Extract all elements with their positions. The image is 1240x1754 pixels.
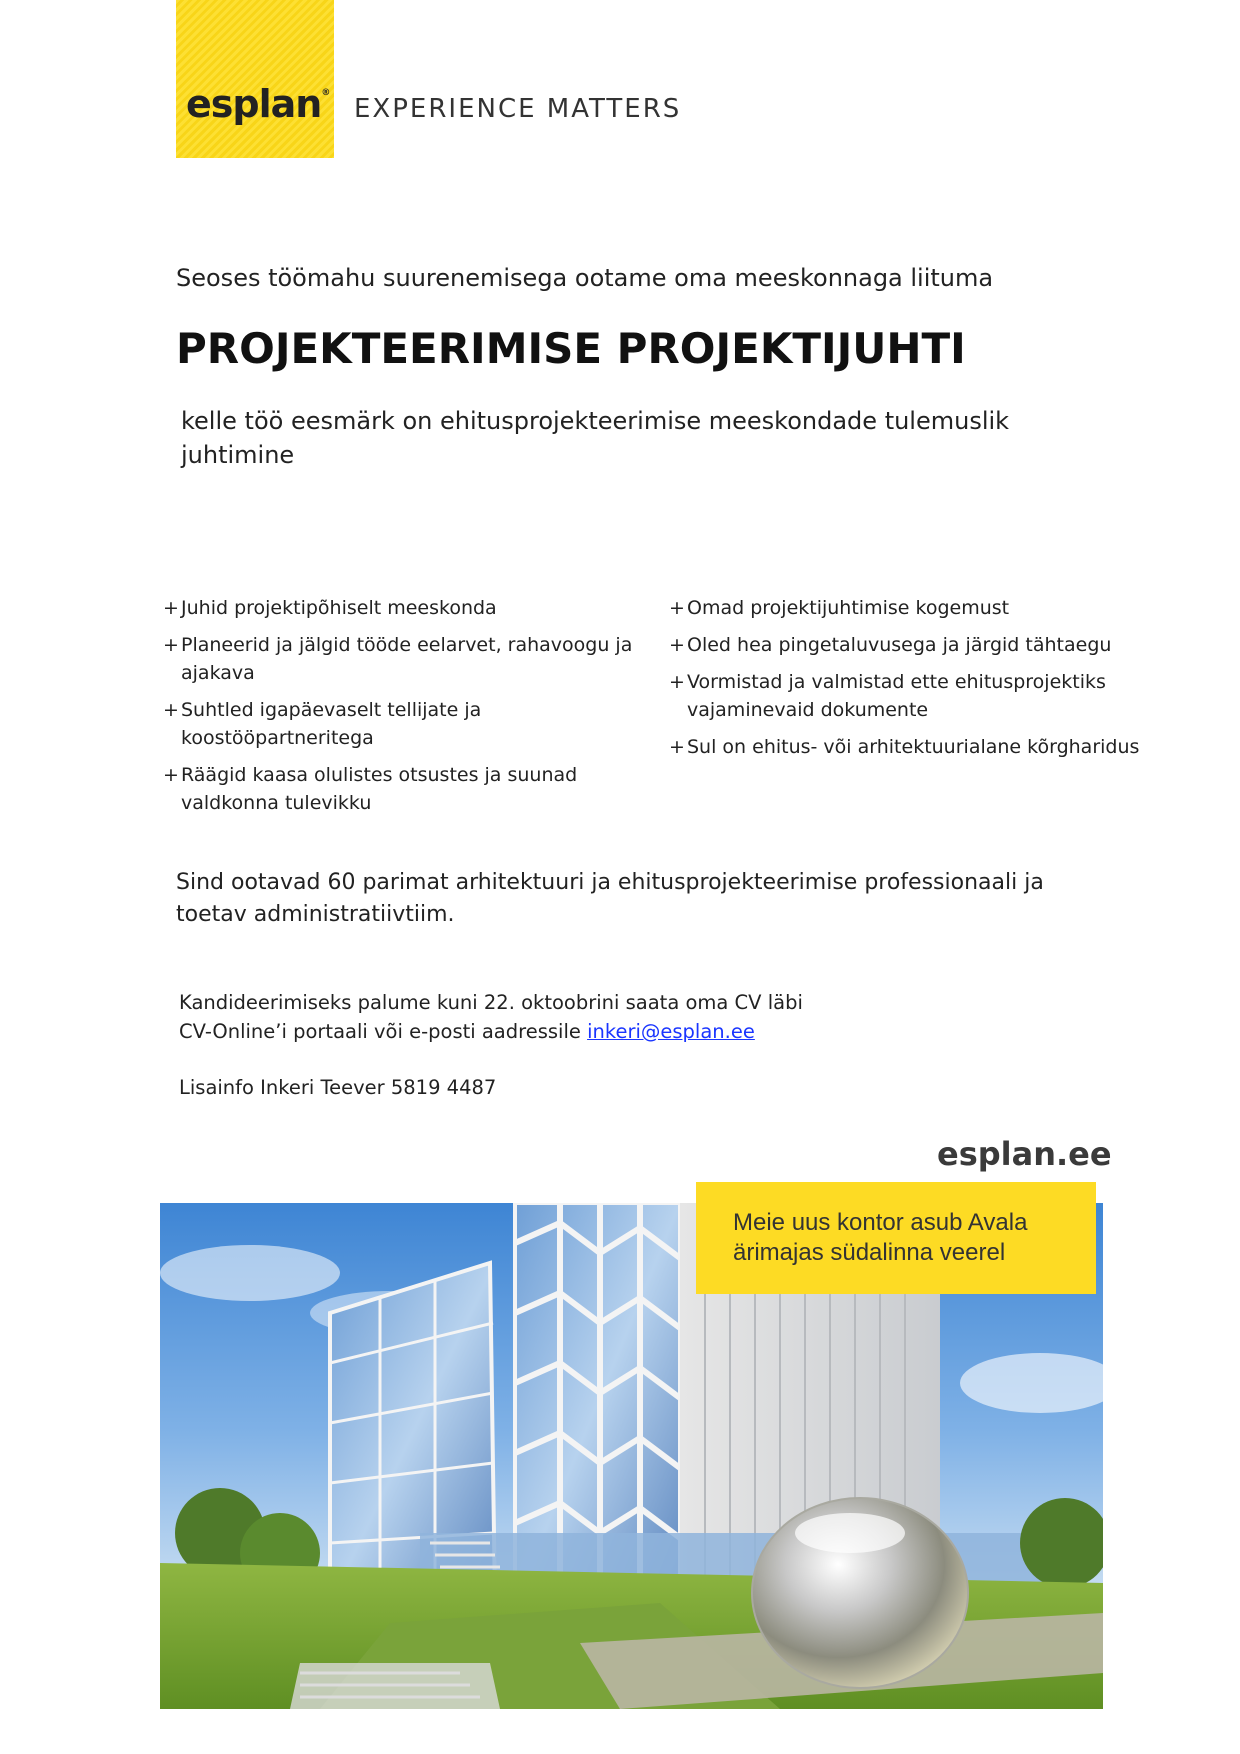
plus-icon: + bbox=[163, 597, 179, 619]
list-item: + Vormistad ja valmistad ette ehitusprojektiks vajaminevaid dokumente bbox=[669, 668, 1149, 724]
logo-tagline: EXPERIENCE MATTERS bbox=[354, 94, 682, 124]
plus-icon: + bbox=[163, 699, 179, 721]
list-item: + Planeerid ja jälgid tööde eelarvet, rahavoogu ja ajakava bbox=[163, 631, 643, 687]
plus-icon: + bbox=[163, 634, 179, 656]
list-item: + Suhtled igapäevaselt tellijate ja koostööpartneritega bbox=[163, 696, 643, 752]
job-goal: kelle töö eesmärk on ehitusprojekteerimise meeskondade tulemuslik juhtimine bbox=[181, 407, 1010, 469]
job-title: PROJEKTEERIMISE PROJEKTIJUHTI bbox=[176, 324, 966, 373]
logo-box bbox=[176, 0, 334, 158]
list-item: + Sul on ehitus- või arhitektuurialane kõrgharidus bbox=[669, 733, 1149, 761]
intro-text: Seoses töömahu suurenemisega ootame oma meeskonnaga liituma bbox=[176, 264, 994, 292]
office-callout bbox=[696, 1182, 1096, 1294]
logo-brand: esplan bbox=[186, 82, 322, 126]
plus-icon: + bbox=[669, 736, 685, 758]
tasks-list-right bbox=[669, 594, 1149, 770]
plus-icon: + bbox=[669, 597, 685, 619]
more-info: Lisainfo Inkeri Teever 5819 4487 bbox=[179, 1076, 497, 1099]
website-label: esplan.ee bbox=[937, 1135, 1112, 1173]
list-item: + Omad projektijuhtimise kogemust bbox=[669, 594, 1149, 622]
list-item: + Räägid kaasa olulistes otsustes ja suunad valdkonna tulevikku bbox=[163, 761, 643, 817]
registered-mark: ® bbox=[321, 88, 330, 98]
list-item: + Juhid projektipõhiselt meeskonda bbox=[163, 594, 643, 622]
apply-instructions bbox=[179, 988, 1079, 1046]
apply-line-1: Kandideerimiseks palume kuni 22. oktoobrini saata oma CV läbi bbox=[179, 991, 803, 1014]
plus-icon: + bbox=[669, 634, 685, 656]
callout-text: Meie uus kontor asub Avala ärimajas südalinna veerel bbox=[733, 1209, 1028, 1266]
team-text: Sind ootavad 60 parimat arhitektuuri ja ehitusprojekteerimise professionaali ja toetav administratiivtiim. bbox=[176, 870, 1044, 927]
plus-icon: + bbox=[669, 671, 685, 693]
email-link[interactable]: inkeri@esplan.ee bbox=[587, 1020, 755, 1043]
apply-line-2: CV-Online’i portaali või e-posti aadressile inkeri@esplan.ee bbox=[179, 1020, 755, 1043]
list-item: + Oled hea pingetaluvusega ja järgid tähtaegu bbox=[669, 631, 1149, 659]
logo-wordmark bbox=[186, 82, 329, 126]
tasks-list-left bbox=[163, 594, 643, 826]
plus-icon: + bbox=[163, 764, 179, 786]
